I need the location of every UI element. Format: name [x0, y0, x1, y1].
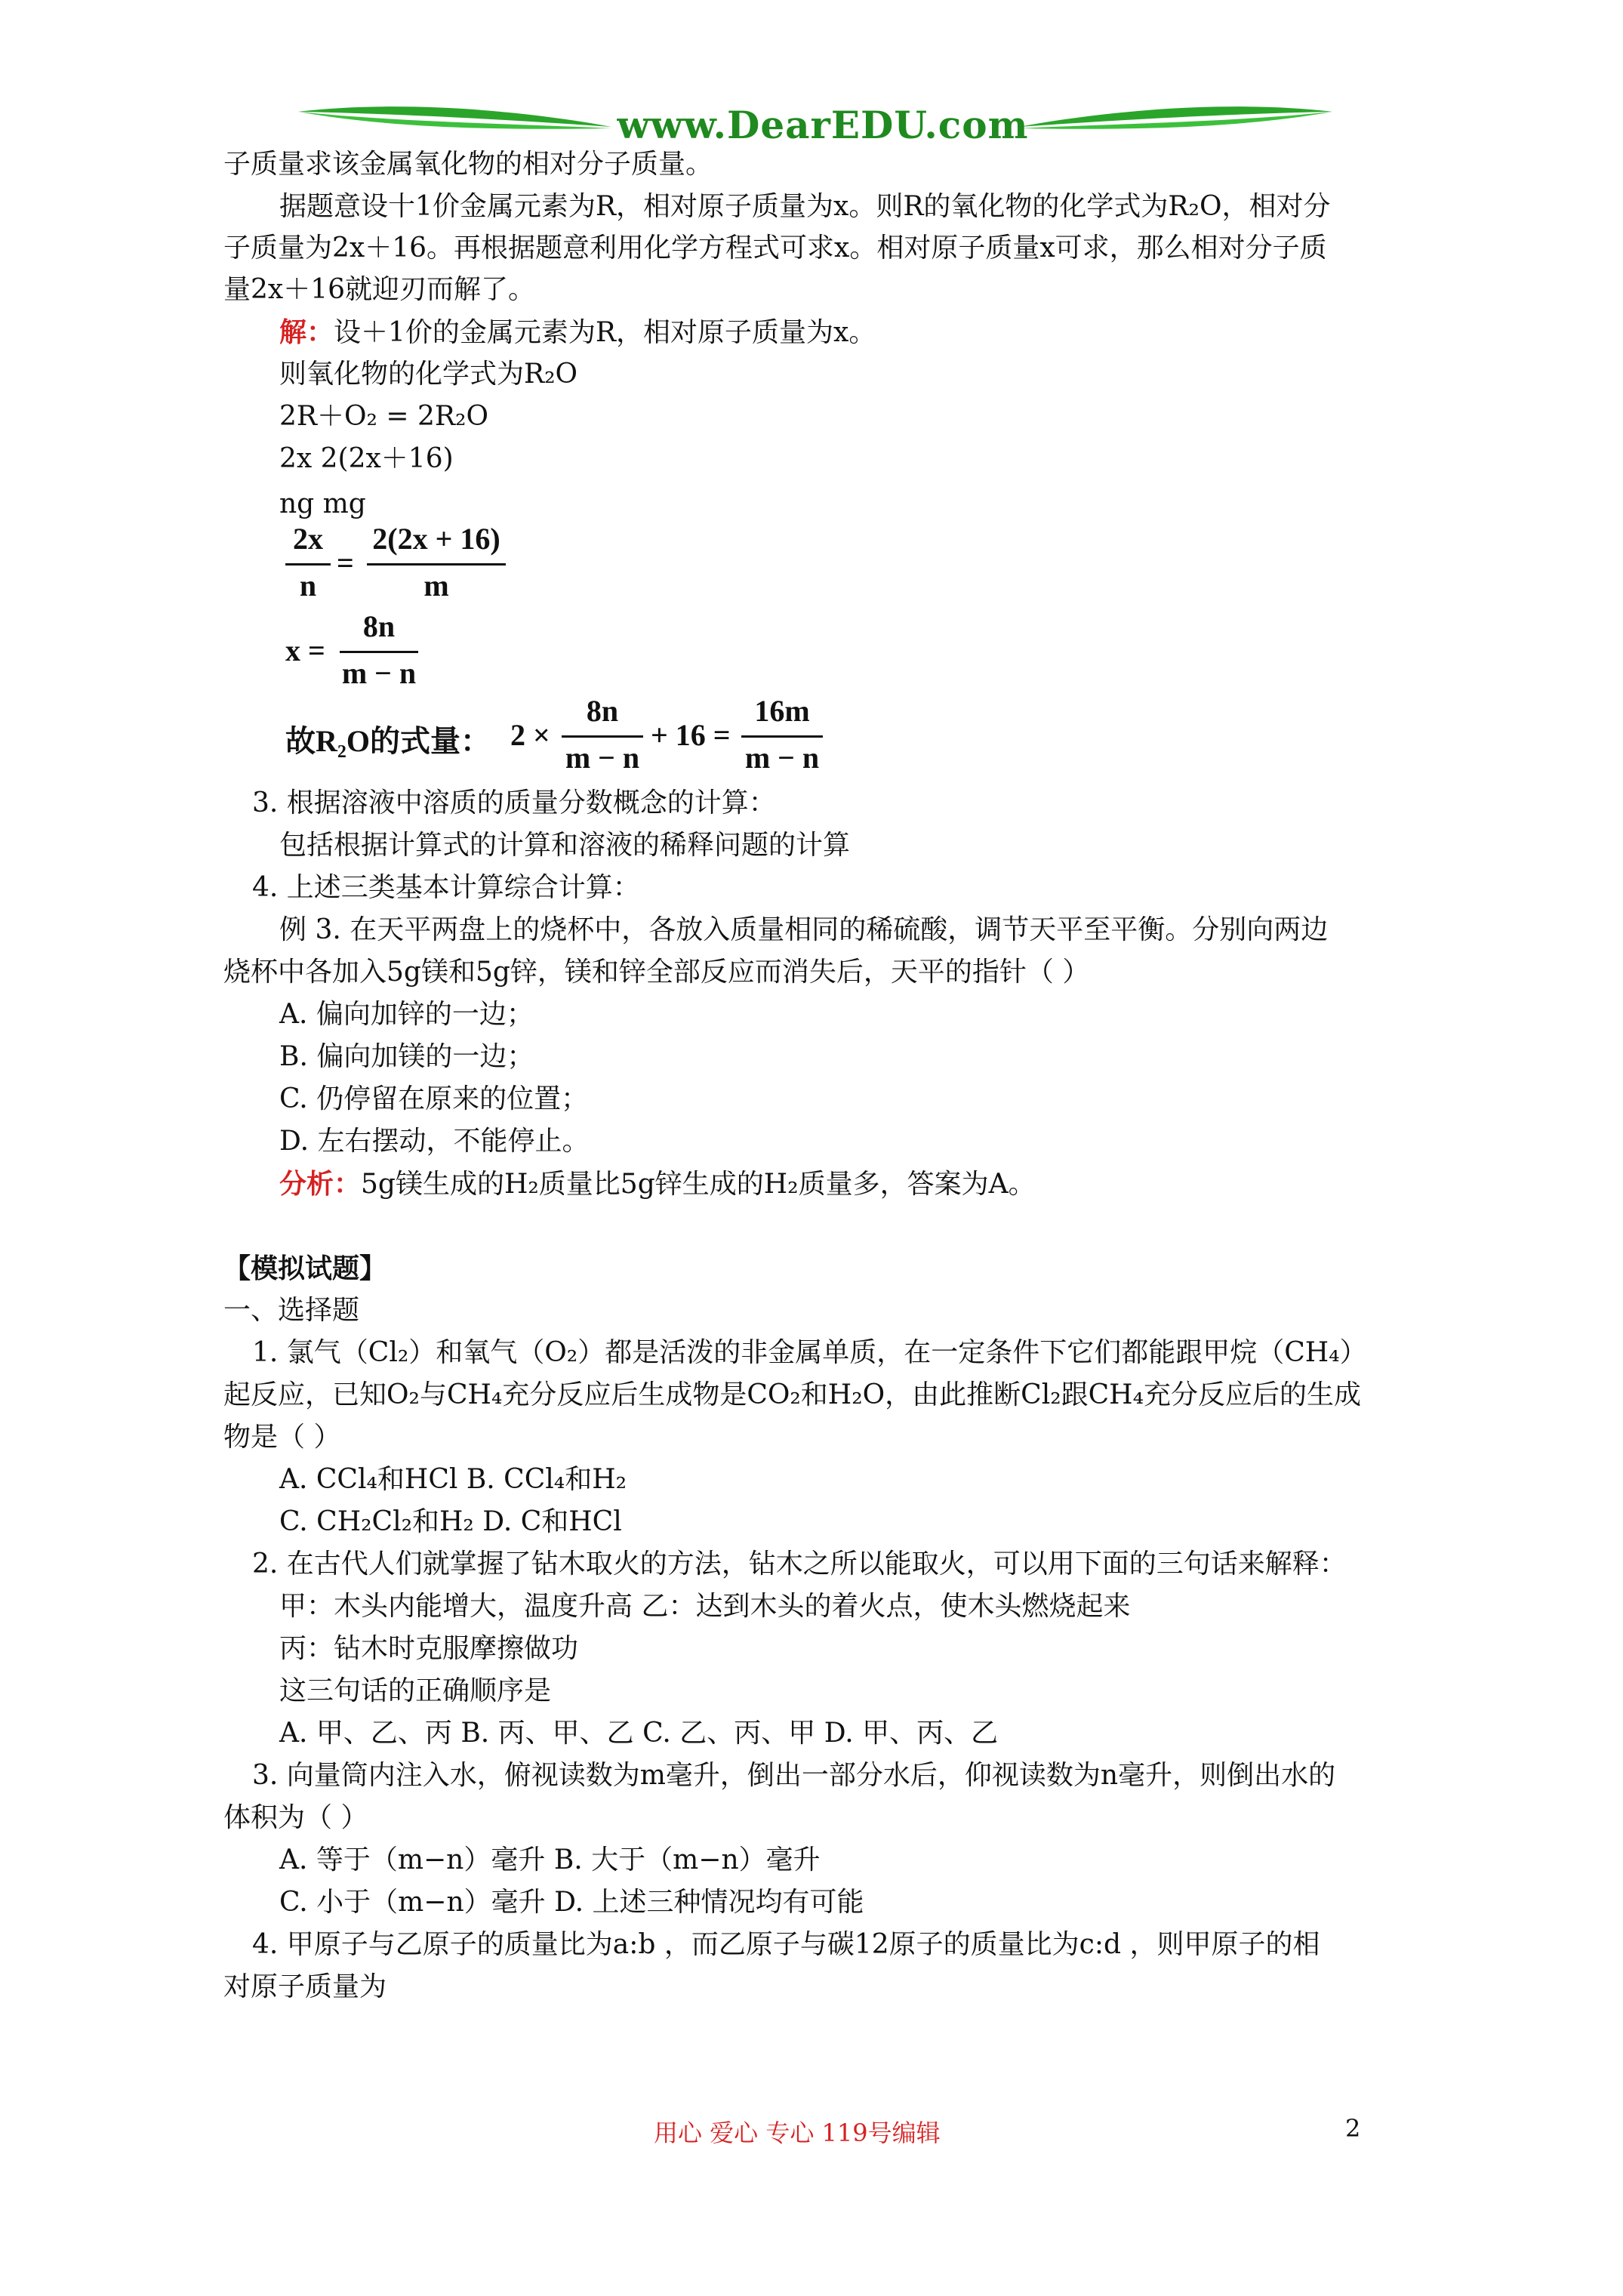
section-heading: 4. 上述三类基本计算综合计算：	[252, 872, 640, 903]
part-heading: 一、选择题	[223, 1295, 360, 1326]
question-2: 2. 在古代人们就掌握了钻木取火的方法，钻木之所以能取火，可以用下面的三句话来解释：	[252, 1549, 1347, 1579]
text-line: 据题意设十1价金属元素为R，相对原子质量为x。则R的氧化物的化学式为R₂O，相对分	[279, 191, 1331, 222]
analysis-label: 分析：	[279, 1168, 362, 1200]
option-d: D. 左右摆动，不能停止。	[279, 1126, 590, 1157]
text-line: 子质量为2x＋16。再根据题意利用化学方程式可求x。相对原子质量x可求，那么相对分子质	[223, 233, 1327, 264]
equation-x-lhs: x =	[285, 633, 325, 667]
equation-line: 2R＋O₂ = 2R₂O	[279, 401, 488, 432]
solution-text: 设＋1价的金属元素为R，相对原子质量为x。	[334, 317, 876, 348]
example-text: 例 3. 在天平两盘上的烧杯中，各放入质量相同的稀硫酸，调节天平至平衡。分别向两边	[279, 914, 1329, 945]
question-1-cont: 起反应，已知O₂与CH₄充分反应后生成物是CO₂和H₂O，由此推断Cl₂跟CH₄充分反应后的生成	[223, 1379, 1362, 1410]
question-3-options: A. 等于（m−n）毫升 B. 大于（m−n）毫升	[279, 1845, 821, 1875]
equation-line: ng mg	[279, 488, 366, 519]
footer-text: 用心 爱心 专心 119号编辑	[654, 2119, 941, 2147]
analysis-text: 5g镁生成的H₂质量比5g锌生成的H₂质量多，答案为A。	[361, 1169, 1036, 1200]
fraction-8n: 8n m − n	[340, 609, 418, 699]
sim-title: 【模拟试题】	[223, 1253, 387, 1284]
text-line: 子质量求该金属氧化物的相对分子质量。	[223, 149, 713, 180]
equation-line: 2x 2(2x＋16)	[279, 443, 454, 474]
fraction-16m: 16m m − n	[741, 693, 823, 784]
question-4-cont: 对原子质量为	[223, 1971, 387, 2002]
equals-sign: =	[337, 546, 354, 580]
question-1-cont: 物是（ ）	[223, 1422, 341, 1453]
formula-weight-label: 故R₂O的式量：	[285, 724, 491, 758]
question-1-options: A. CCl₄和HCl B. CCl₄和H₂	[279, 1464, 627, 1495]
analysis-line	[279, 1167, 1036, 1201]
question-2-options: A. 甲、乙、丙 B. 丙、甲、乙 C. 乙、丙、甲 D. 甲、丙、乙	[279, 1718, 999, 1749]
text-line: 则氧化物的化学式为R₂O	[279, 359, 578, 390]
solution-line	[279, 316, 876, 350]
question-1: 1. 氯气（Cl₂）和氧气（O₂）都是活泼的非金属单质，在一定条件下它们都能跟甲烷（CH₄）	[252, 1337, 1367, 1368]
fraction-rhs: 2(2x + 16) m	[367, 521, 506, 612]
option-c: C. 仍停留在原来的位置；	[279, 1083, 589, 1114]
question-3-options: C. 小于（m−n）毫升 D. 上述三种情况均有可能	[279, 1887, 864, 1918]
text-line: 量2x＋16就迎刃而解了。	[223, 274, 536, 305]
fraction-2x-over-n: 2x n	[285, 521, 331, 612]
question-4: 4. 甲原子与乙原子的质量比为a:b ，而乙原子与碳12原子的质量比为c:d ，则甲原子的相	[252, 1929, 1320, 1960]
text-line: 包括根据计算式的计算和溶液的稀释问题的计算	[279, 830, 851, 861]
question-2-cont: 甲：木头内能增大，温度升高 乙：达到木头的着火点，使木头燃烧起来	[279, 1591, 1131, 1622]
multiply-term: 2 ×	[510, 718, 550, 752]
section-heading: 3. 根据溶液中溶质的质量分数概念的计算：	[252, 787, 776, 818]
example-text: 烧杯中各加入5g镁和5g锌，镁和锌全部反应而消失后，天平的指针（ ）	[223, 957, 1090, 988]
solution-label: 解：	[279, 316, 334, 348]
option-a: A. 偏向加锌的一边；	[279, 999, 534, 1030]
question-3-cont: 体积为（ ）	[223, 1802, 368, 1833]
plus-term: + 16 =	[651, 718, 731, 752]
question-2-cont: 这三句话的正确顺序是	[279, 1675, 552, 1706]
page-number: 2	[1345, 2114, 1361, 2143]
question-3: 3. 向量筒内注入水，俯视读数为m毫升，倒出一部分水后，仰视读数为n毫升，则倒出水的	[252, 1760, 1336, 1791]
logo-text: www.DearEDU.com	[617, 103, 1029, 147]
question-1-options: C. CH₂Cl₂和H₂ D. C和HCl	[279, 1506, 622, 1537]
option-b: B. 偏向加镁的一边；	[279, 1041, 534, 1072]
fraction-8n-b: 8n m − n	[562, 693, 643, 784]
question-2-cont: 丙：钻木时克服摩擦做功	[279, 1633, 579, 1664]
